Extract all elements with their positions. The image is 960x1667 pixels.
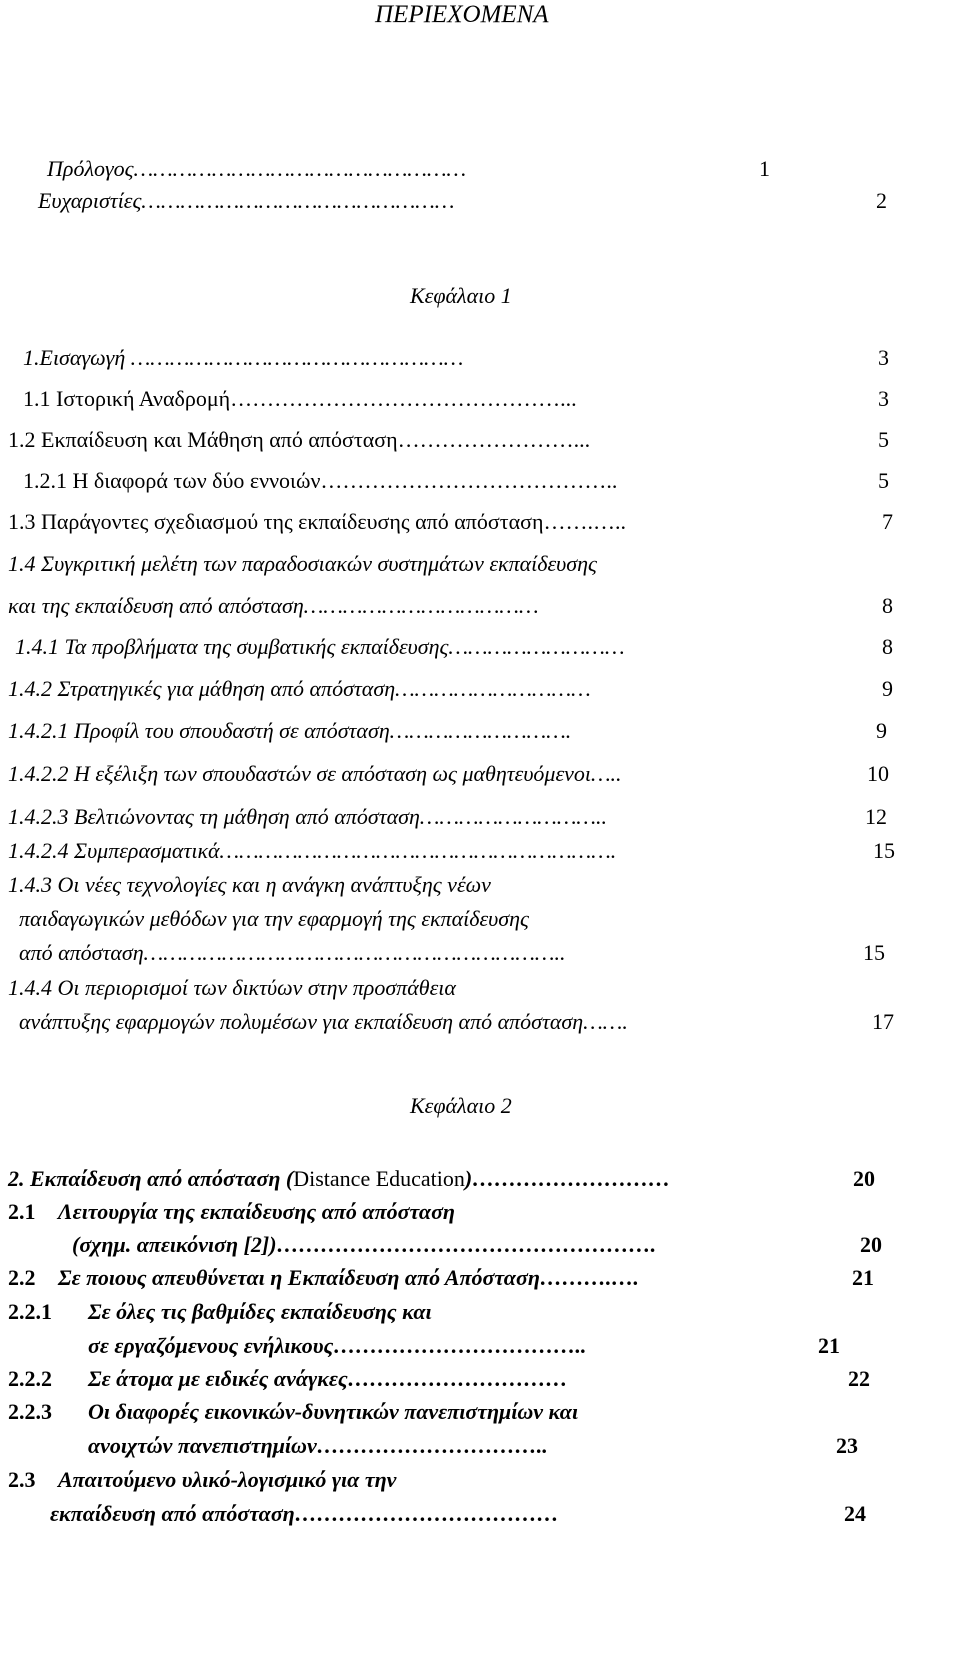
toc-entry-page: 21	[852, 1265, 874, 1290]
toc-entry-text[interactable]: 1.4.2.4 Συμπερασματικά…………………………………………………….	[8, 838, 617, 863]
toc-entry-text[interactable]	[8, 1166, 670, 1192]
toc-entry-number: 2.1	[8, 1199, 36, 1224]
toc-entry-page: 7	[882, 509, 893, 534]
toc-entry-page: 1	[759, 156, 770, 181]
toc-entry-page: 2	[876, 188, 887, 213]
toc-entry-text[interactable]: Σε όλες τις βαθμίδες εκπαίδευσης και	[88, 1299, 432, 1324]
toc-entry-text[interactable]: παιδαγωγικών μεθόδων για την εφαρμογή της εκπαίδευσης	[19, 906, 529, 931]
toc-entry-number: 2.2.2	[8, 1366, 52, 1391]
toc-entry-text[interactable]: από απόσταση………………………………………………………..	[19, 940, 566, 965]
toc-entry-text[interactable]: Ευχαριστίες…………………………………………	[38, 188, 455, 213]
toc-entry-text[interactable]: 1.Εισαγωγή ……………………………………………	[23, 345, 464, 370]
entry-text-part: )………………………	[464, 1166, 671, 1191]
toc-entry-page: 23	[836, 1433, 858, 1458]
toc-entry-text[interactable]: 1.2 Εκπαίδευση και Μάθηση από απόσταση……………………...	[8, 427, 591, 452]
toc-entry-text[interactable]: Λειτουργία της εκπαίδευσης από απόσταση	[58, 1199, 456, 1224]
toc-title: ΠΕΡΙΕΧΟΜΕΝΑ	[375, 1, 549, 28]
toc-entry-text[interactable]: 1.4.2.3 Βελτιώνοντας τη μάθηση από απόσταση………………………..	[8, 804, 607, 829]
toc-entry-text[interactable]: Απαιτούμενο υλικό-λογισμικό για την	[58, 1467, 397, 1492]
toc-entry-text[interactable]: ανοιχτών πανεπιστημίων…………………………..	[88, 1433, 548, 1458]
chapter-heading: Κεφάλαιο 2	[410, 1093, 512, 1118]
toc-entry-text[interactable]: και της εκπαίδευση από απόσταση………………………………	[8, 593, 539, 618]
toc-entry-text[interactable]: (σχημ. απεικόνιση [2])…………………………………………….	[72, 1232, 657, 1257]
toc-entry-text[interactable]: 1.3 Παράγοντες σχεδιασμού της εκπαίδευσης από απόσταση…….…..	[8, 509, 626, 534]
toc-entry-page: 12	[865, 804, 887, 829]
toc-entry-number: 2.3	[8, 1467, 36, 1492]
toc-entry-page: 8	[882, 593, 893, 618]
toc-entry-text[interactable]: εκπαίδευση από απόσταση………………………………	[50, 1501, 559, 1526]
toc-entry-page: 20	[860, 1232, 882, 1257]
toc-entry-page: 3	[878, 345, 889, 370]
toc-entry-page: 9	[882, 676, 893, 701]
toc-entry-text[interactable]: 1.4.3 Οι νέες τεχνολογίες και η ανάγκη ανάπτυξης νέων	[8, 872, 491, 897]
toc-entry-text[interactable]: 1.4.2.2 Η εξέλιξη των σπουδαστών σε απόσταση ως μαθητευόμενοι…..	[8, 761, 622, 786]
toc-entry-page: 8	[882, 634, 893, 659]
toc-entry-text[interactable]: 1.4.2.1 Προφίλ του σπουδαστή σε απόσταση……………………….	[8, 718, 572, 743]
toc-entry-page: 24	[844, 1501, 866, 1526]
entry-text-part: 2. Εκπαίδευση από απόσταση (	[8, 1166, 294, 1191]
entry-text-english: Distance Education	[293, 1166, 465, 1191]
toc-entry-text[interactable]: Πρόλογος……………………………………………	[47, 156, 467, 181]
toc-entry-number: 2.2.1	[8, 1299, 52, 1324]
toc-entry-number: 2.2.3	[8, 1399, 52, 1424]
toc-entry-page: 9	[876, 718, 887, 743]
toc-entry-text[interactable]: 1.4.4 Οι περιορισμοί των δικτύων στην προσπάθεια	[8, 975, 456, 1000]
toc-entry-number: 2.2	[8, 1265, 36, 1290]
toc-entry-page: 21	[818, 1333, 840, 1358]
toc-entry-text[interactable]: 1.2.1 Η διαφορά των δύο εννοιών…………………………………..	[23, 468, 618, 493]
toc-entry-text[interactable]: σε εργαζόμενους ενήλικους……………………………..	[88, 1333, 587, 1358]
toc-entry-text[interactable]: 1.1 Ιστορική Αναδρομή………………………………………...	[23, 386, 577, 411]
toc-entry-page: 5	[878, 427, 889, 452]
toc-entry-page: 15	[873, 838, 895, 863]
toc-entry-page: 22	[848, 1366, 870, 1391]
toc-entry-text[interactable]: 1.4 Συγκριτική μελέτη των παραδοσιακών συστημάτων εκπαίδευσης	[8, 551, 597, 576]
toc-entry-text[interactable]: Οι διαφορές εικονικών-δυνητικών πανεπιστημίων και	[88, 1399, 579, 1424]
toc-entry-page: 17	[872, 1009, 894, 1034]
toc-entry-page: 10	[867, 761, 889, 786]
toc-entry-text[interactable]: ανάπτυξης εφαρμογών πολυμέσων για εκπαίδευση από απόσταση…….	[19, 1009, 628, 1034]
toc-entry-text[interactable]: 1.4.1 Τα προβλήματα της συμβατικής εκπαίδευσης………………………	[15, 634, 625, 659]
toc-entry-text[interactable]: Σε άτομα με ειδικές ανάγκες…………………………	[88, 1366, 568, 1391]
toc-entry-page: 3	[878, 386, 889, 411]
toc-entry-text[interactable]: 1.4.2 Στρατηγικές για μάθηση από απόσταση…………………………	[8, 676, 591, 701]
toc-entry-text[interactable]: Σε ποιους απευθύνεται η Εκπαίδευση από Απόσταση……….….	[58, 1265, 639, 1290]
toc-entry-page: 5	[878, 468, 889, 493]
toc-entry-page: 15	[863, 940, 885, 965]
toc-entry-page: 20	[853, 1166, 875, 1191]
chapter-heading: Κεφάλαιο 1	[410, 283, 512, 308]
